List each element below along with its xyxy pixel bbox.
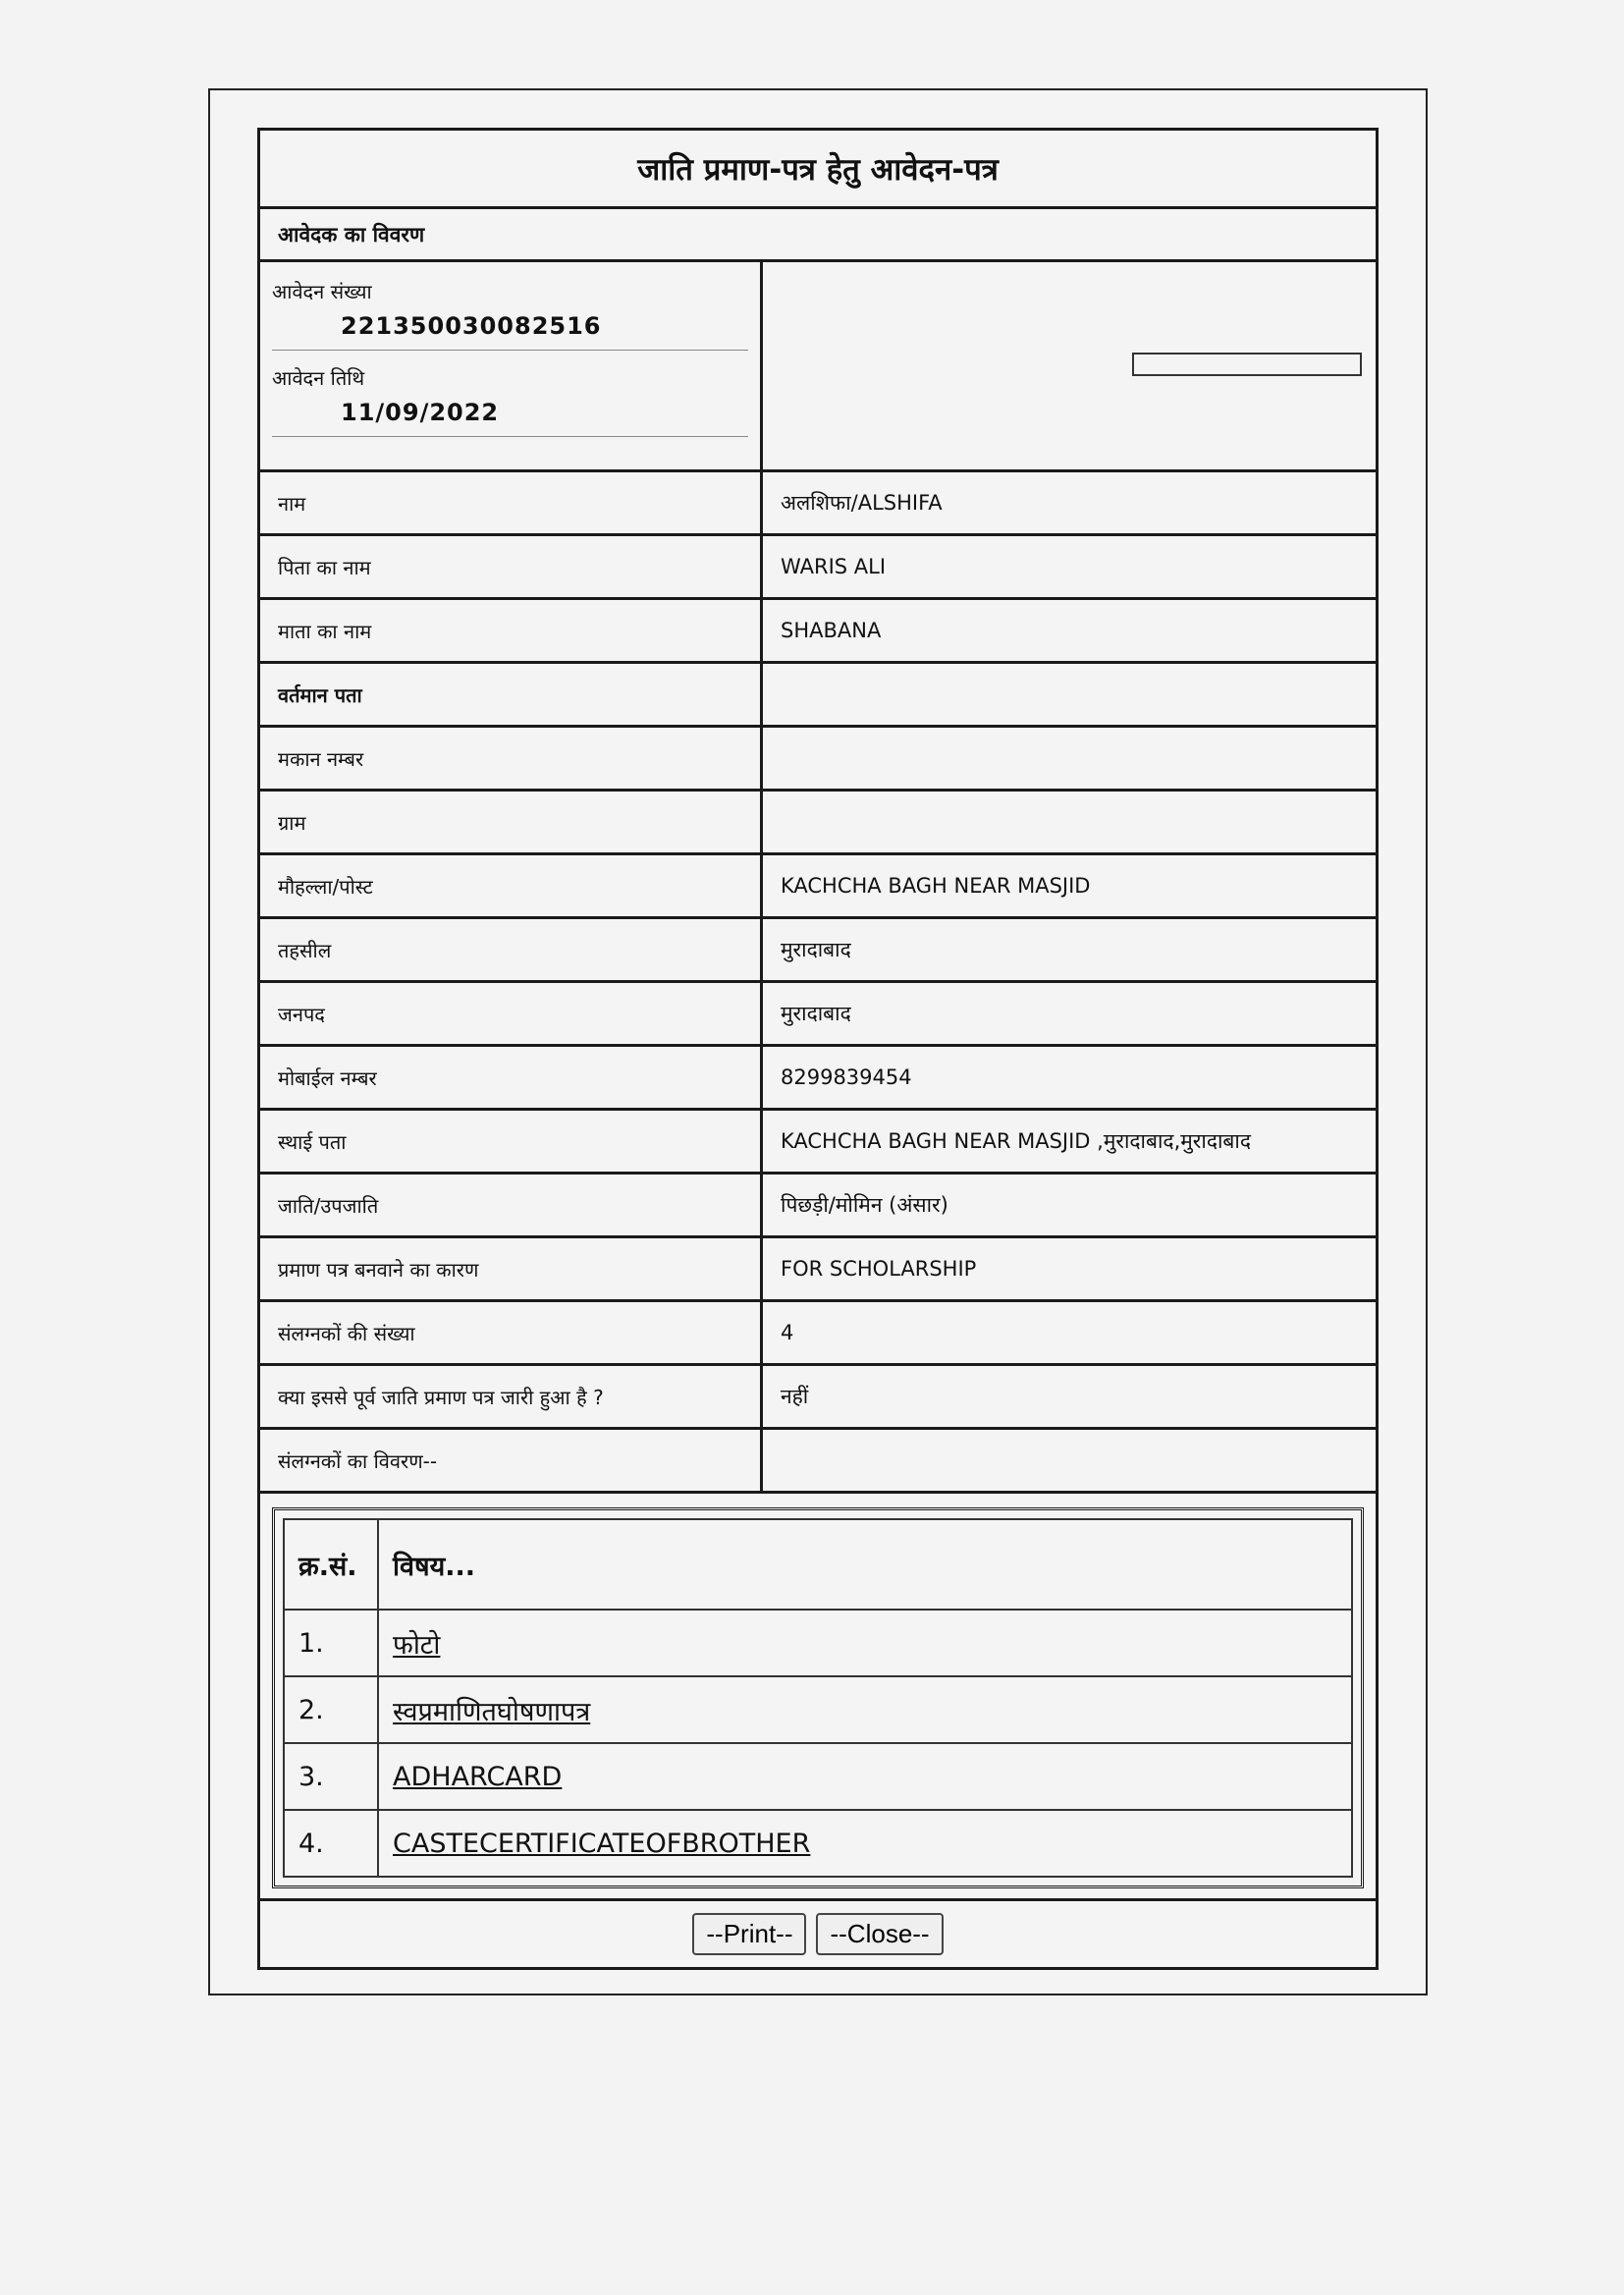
- col-header-sn: क्र.सं.: [284, 1519, 378, 1610]
- field-label: संलग्नकों का विवरण--: [260, 1430, 763, 1491]
- attachment-cell: [378, 1610, 1352, 1676]
- field-label: प्रमाण पत्र बनवाने का कारण: [260, 1238, 763, 1299]
- close-button[interactable]: --Close--: [816, 1913, 943, 1955]
- field-row: [260, 1366, 1376, 1430]
- field-row: [260, 792, 1376, 855]
- field-value: FOR SCHOLARSHIP: [781, 1257, 977, 1281]
- field-value: [763, 792, 1376, 852]
- print-button[interactable]: --Print--: [692, 1913, 806, 1955]
- application-number-label: आवेदन संख्या: [272, 280, 372, 303]
- field-label: संलग्नकों की संख्या: [260, 1302, 763, 1363]
- section-heading: आवेदक का विवरण: [260, 209, 1376, 262]
- field-value: मुरादाबाद: [781, 938, 851, 961]
- col-header-subject: विषय...: [378, 1519, 1352, 1610]
- field-value: मुरादाबाद: [781, 1002, 851, 1025]
- field-row: [260, 1175, 1376, 1238]
- attachment-cell: [378, 1743, 1352, 1810]
- field-row: [260, 1047, 1376, 1111]
- field-label: मकान नम्बर: [260, 728, 763, 789]
- details-table: [260, 472, 1376, 1494]
- field-value: 8299839454: [781, 1066, 912, 1089]
- application-number: [272, 278, 748, 351]
- field-row: [260, 600, 1376, 664]
- field-label: स्थाई पता: [260, 1111, 763, 1172]
- field-label: जाति/उपजाति: [260, 1175, 763, 1235]
- field-row: [260, 855, 1376, 919]
- attachment-cell: [378, 1810, 1352, 1877]
- field-row: [260, 664, 1376, 728]
- application-meta: [260, 262, 763, 469]
- button-bar: [260, 1898, 1376, 1967]
- attachments-panel: [272, 1507, 1364, 1888]
- field-value: [763, 664, 1376, 725]
- attachment-sn: 1.: [284, 1610, 378, 1676]
- attachment-sn: 4.: [284, 1810, 378, 1877]
- field-value: KACHCHA BAGH NEAR MASJID ,मुरादाबाद,मुरादाबाद: [781, 1129, 1252, 1153]
- field-label: ग्राम: [260, 792, 763, 852]
- application-number-value: 221350030082516: [341, 312, 602, 340]
- attachment-cell: [378, 1676, 1352, 1743]
- attachment-link[interactable]: CASTECERTIFICATEOFBROTHER: [393, 1828, 811, 1859]
- attachment-row: [284, 1610, 1352, 1676]
- field-label: नाम: [260, 472, 763, 533]
- attachment-link[interactable]: स्वप्रमाणितघोषणापत्र: [393, 1696, 591, 1727]
- application-date-label: आवेदन तिथि: [272, 366, 365, 390]
- field-label: क्या इससे पूर्व जाति प्रमाण पत्र जारी हुआ है ?: [260, 1366, 763, 1427]
- field-value: नहीं: [781, 1385, 809, 1408]
- field-label: मोबाईल नम्बर: [260, 1047, 763, 1108]
- field-value: [763, 728, 1376, 789]
- attachment-row: [284, 1676, 1352, 1743]
- field-row: [260, 1302, 1376, 1366]
- field-value: अलशिफा/ALSHIFA: [781, 491, 943, 515]
- field-label: पिता का नाम: [260, 536, 763, 597]
- attachments-header-row: [284, 1519, 1352, 1610]
- field-label: वर्तमान पता: [260, 664, 763, 725]
- field-value: पिछड़ी/मोमिन (अंसार): [781, 1193, 948, 1217]
- field-value: 4: [781, 1321, 794, 1344]
- field-row: [260, 728, 1376, 792]
- field-value: KACHCHA BAGH NEAR MASJID: [781, 874, 1091, 898]
- caste-certificate-application-form: [257, 128, 1379, 1970]
- field-row: [260, 1238, 1376, 1302]
- attachment-row: [284, 1743, 1352, 1810]
- application-date: [272, 364, 748, 437]
- field-label: मौहल्ला/पोस्ट: [260, 855, 763, 916]
- field-row: [260, 536, 1376, 600]
- field-value: WARIS ALI: [781, 555, 887, 578]
- field-label: जनपद: [260, 983, 763, 1044]
- attachment-sn: 2.: [284, 1676, 378, 1743]
- application-meta-block: [260, 262, 1376, 472]
- field-row: [260, 919, 1376, 983]
- photo-area: [763, 262, 1376, 469]
- attachment-link[interactable]: फोटो: [393, 1629, 441, 1661]
- field-row: [260, 472, 1376, 536]
- attachments-table: [283, 1518, 1353, 1878]
- application-date-value: 11/09/2022: [341, 399, 500, 426]
- attachment-row: [284, 1810, 1352, 1877]
- field-row: [260, 983, 1376, 1047]
- field-label: तहसील: [260, 919, 763, 980]
- attachment-link[interactable]: ADHARCARD: [393, 1761, 563, 1792]
- redacted-box: [1132, 353, 1362, 376]
- form-title: जाति प्रमाण-पत्र हेतु आवेदन-पत्र: [260, 131, 1376, 209]
- field-label: माता का नाम: [260, 600, 763, 661]
- field-value: SHABANA: [781, 619, 882, 642]
- field-row: [260, 1430, 1376, 1494]
- field-value: [763, 1430, 1376, 1491]
- attachment-sn: 3.: [284, 1743, 378, 1810]
- field-row: [260, 1111, 1376, 1175]
